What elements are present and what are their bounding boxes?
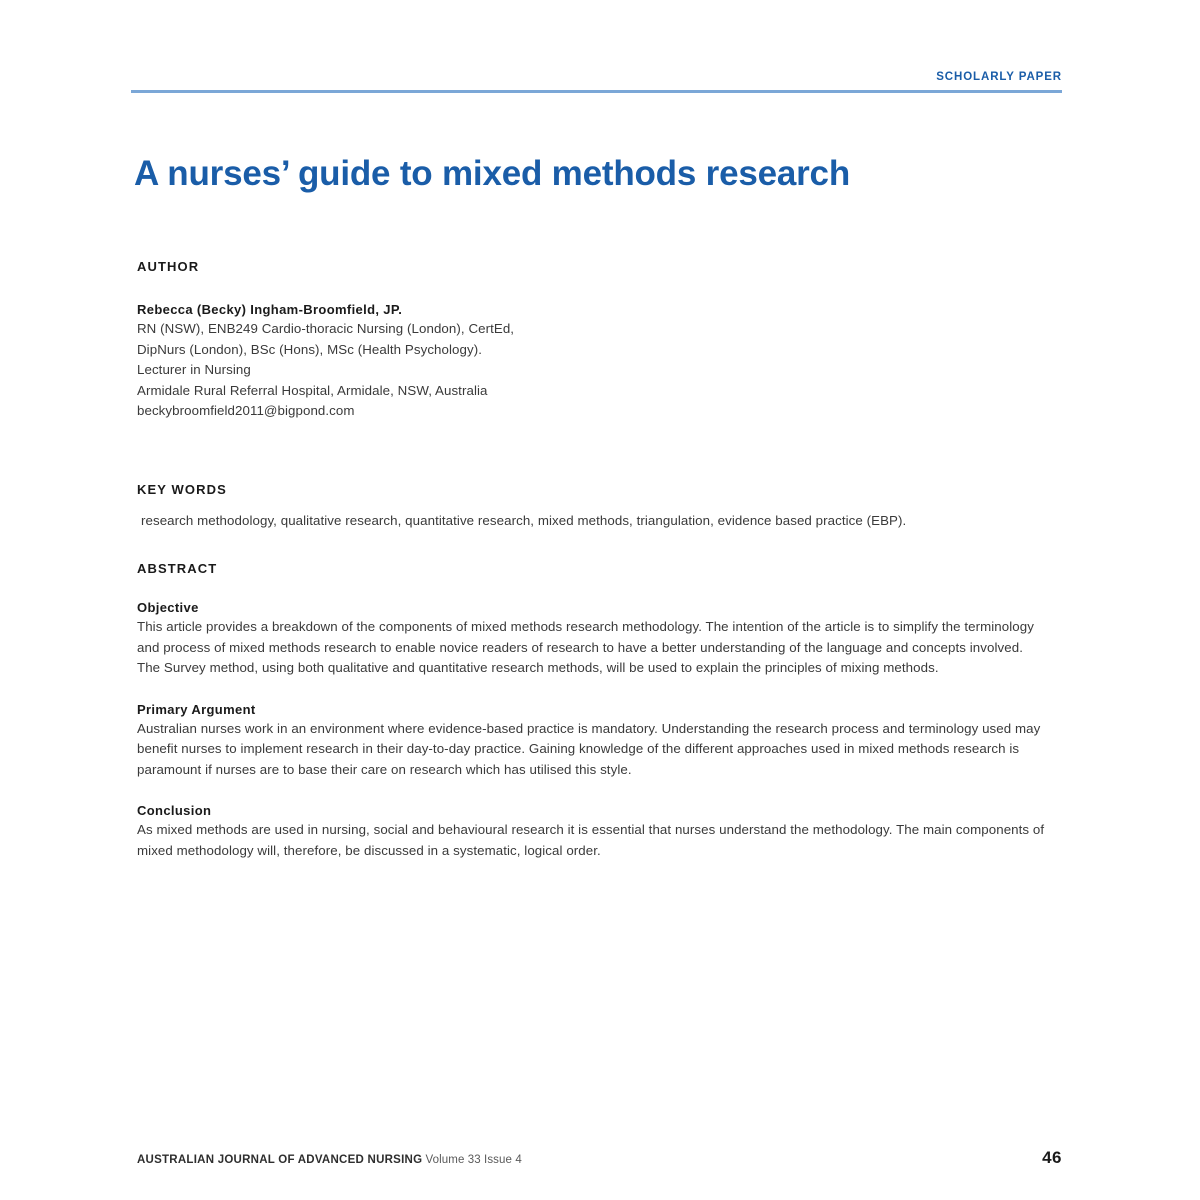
- author-position: Lecturer in Nursing: [137, 362, 251, 377]
- abstract-conclusion-text: As mixed methods are used in nursing, social and behavioural research it is essential that nurses understand the methodology. The main components of mixed methodology will, therefore, be discussed in a systematic, logical order.: [137, 822, 1045, 858]
- page-header: [131, 70, 1062, 93]
- header-rule-divider: [131, 90, 1062, 93]
- abstract-objective-group: [137, 599, 1045, 679]
- keywords-section-heading: KEY WORDS: [137, 482, 227, 497]
- footer-citation: [137, 1154, 522, 1166]
- author-email[interactable]: beckybroomfield2011@bigpond.com: [137, 403, 355, 418]
- author-section: [137, 259, 1045, 422]
- footer-journal-name: AUSTRALIAN JOURNAL OF ADVANCED NURSING: [137, 1154, 423, 1166]
- footer-volume-issue: Volume 33 Issue 4: [425, 1154, 522, 1166]
- abstract-primary-argument-text: Australian nurses work in an environment where evidence-based practice is mandatory. Understanding the research process and terminology used may benefit nurses to implement research in their day-to-day practice. Gaining knowledge of the different approaches used in mixed methods research is paramount if nurses are to base their care on research which has utilised this style.: [137, 720, 1041, 777]
- keywords-section: [137, 482, 1045, 532]
- author-credentials-line-2: DipNurs (London), BSc (Hons), MSc (Health Psychology).: [137, 341, 482, 357]
- abstract-conclusion-heading: Conclusion: [137, 803, 212, 818]
- footer-page-number: 46: [1042, 1148, 1062, 1167]
- abstract-section: [137, 561, 1045, 861]
- abstract-primary-argument-heading: Primary Argument: [137, 701, 256, 717]
- abstract-conclusion-group: [137, 802, 1045, 861]
- abstract-section-heading: ABSTRACT: [137, 561, 218, 576]
- abstract-objective-text: This article provides a breakdown of the components of mixed methods research methodology. The intention of the article is to simplify the terminology and process of mixed methods research to enable novice readers of research to have a better understanding of the language and concepts involved. The Survey method, using both qualitative and quantitative research methods, will be used to explain the principles of mixing methods.: [137, 619, 1034, 675]
- abstract-objective-heading: Objective: [137, 600, 199, 615]
- page-footer: [137, 1148, 1062, 1168]
- page-title: A nurses’ guide to mixed methods research: [134, 154, 850, 194]
- abstract-primary-argument-group: [137, 701, 1045, 781]
- author-section-heading: AUTHOR: [137, 259, 200, 274]
- author-credentials-line-1: RN (NSW), ENB249 Cardio-thoracic Nursing (London), CertEd,: [137, 321, 515, 336]
- keywords-text: research methodology, qualitative research, quantitative research, mixed methods, triangulation, evidence based practice (EBP).: [141, 513, 907, 528]
- author-name: Rebecca (Becky) Ingham-Broomfield, JP.: [137, 302, 403, 317]
- author-affiliation: Armidale Rural Referral Hospital, Armidale, NSW, Australia: [137, 382, 488, 398]
- scholarly-paper-label: SCHOLARLY PAPER: [936, 71, 1062, 83]
- author-details: [137, 319, 1045, 422]
